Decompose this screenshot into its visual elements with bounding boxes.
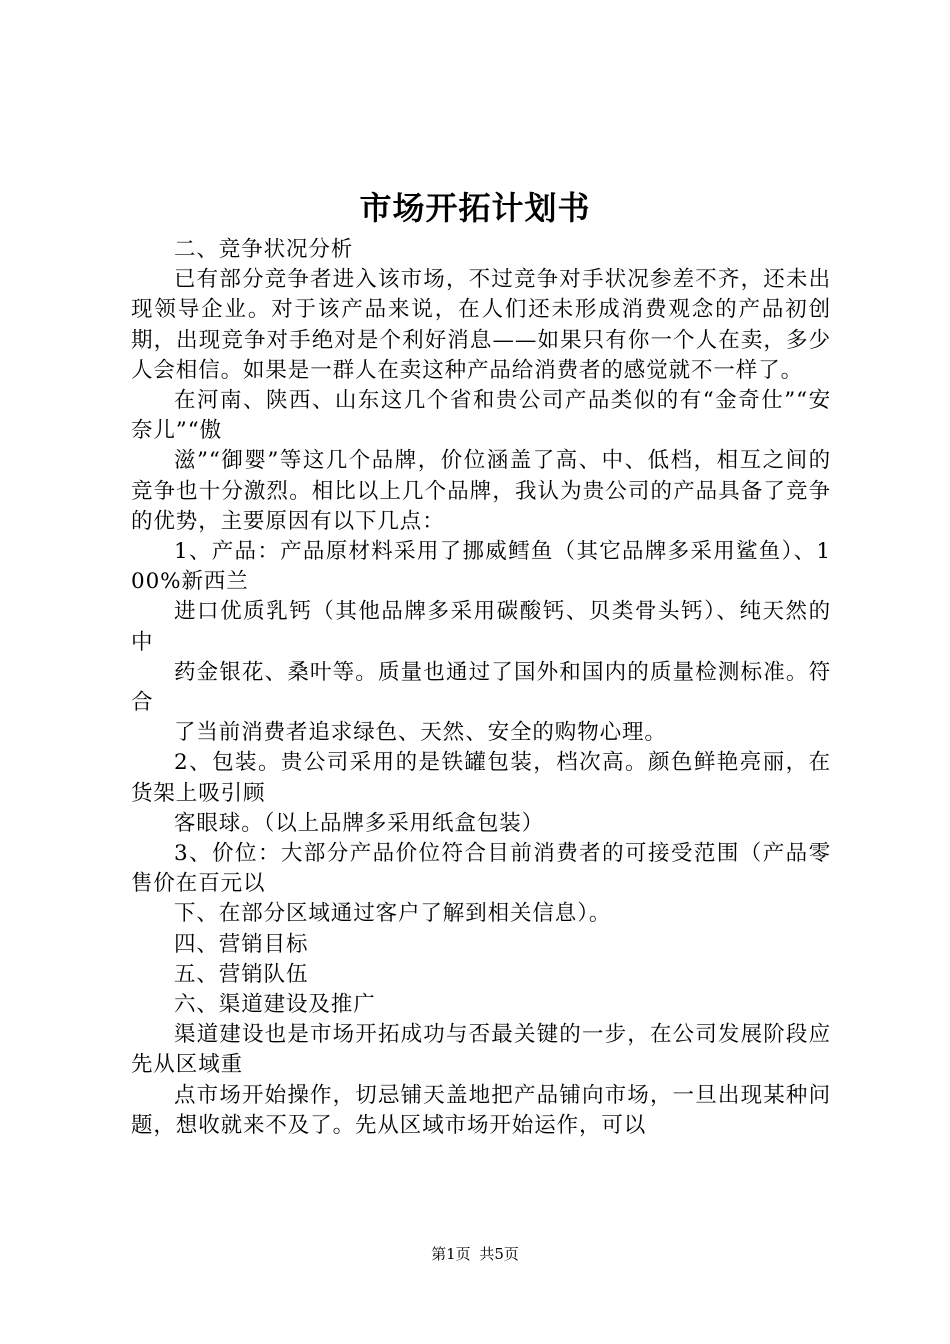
paragraph: 进口优质乳钙（其他品牌多采用碳酸钙、贝类骨头钙）、纯天然的中 (131, 599, 831, 655)
paragraph: 二、竞争状况分析 (174, 237, 354, 262)
paragraph: 五、营销队伍 (174, 961, 309, 987)
paragraph: 渠道建设也是市场开拓成功与否最关键的一步，在公司发展阶段应先从区域重 (131, 1022, 831, 1078)
paragraph: 六、渠道建设及推广 (174, 992, 376, 1018)
paragraph: 客眼球。（以上品牌多采用纸盒包装） (174, 810, 545, 836)
page-number: 第1页 (431, 1245, 471, 1263)
paragraph: 下、在部分区域通过客户了解到相关信息）。 (174, 901, 612, 927)
paragraph: 四、营销目标 (174, 931, 309, 957)
page-footer (0, 1244, 950, 1264)
paragraph: 1、产品：产品原材料采用了挪威鳕鱼（其它品牌多采用鲨鱼）、100%新西兰 (131, 539, 831, 595)
paragraph: 药金银花、桑叶等。质量也通过了国外和国内的质量检测标准。符合 (131, 659, 831, 716)
paragraph: 在河南、陕西、山东这几个省和贵公司产品类似的有“金奇仕”“安奈儿”“傲 (131, 388, 831, 444)
paragraph: 了当前消费者追求绿色、天然、安全的购物心理。 (174, 720, 667, 746)
page-total: 共5页 (479, 1245, 519, 1263)
paragraph: 3、价位：大部分产品价位符合目前消费者的可接受范围（产品零售价在百元以 (131, 841, 831, 897)
document-title: 市场开拓计划书 (359, 189, 591, 227)
paragraph: 2、包装。贵公司采用的是铁罐包装，档次高。颜色鲜艳亮丽，在货架上吸引顾 (131, 750, 831, 806)
paragraph: 已有部分竞争者进入该市场，不过竞争对手状况参差不齐，还未出现领导企业。对于该产品来说，在人们还未形成消费观念的产品初创期，出现竞争对手绝对是个利好消息——如果只有你一个人在卖，多少人会相信。如果是一群人在卖这种产品给消费者的感觉就不一样了。 (131, 267, 831, 383)
paragraph: 滋”“御婴”等这几个品牌，价位涵盖了高、中、低档，相互之间的竞争也十分激烈。相比以上几个品牌，我认为贵公司的产品具备了竞争的优势，主要原因有以下几点： (131, 448, 831, 534)
document-body (131, 235, 831, 1141)
paragraph: 点市场开始操作，切忌铺天盖地把产品铺向市场，一旦出现某种问题，想收就来不及了。先从区域市场开始运作，可以 (131, 1082, 831, 1138)
